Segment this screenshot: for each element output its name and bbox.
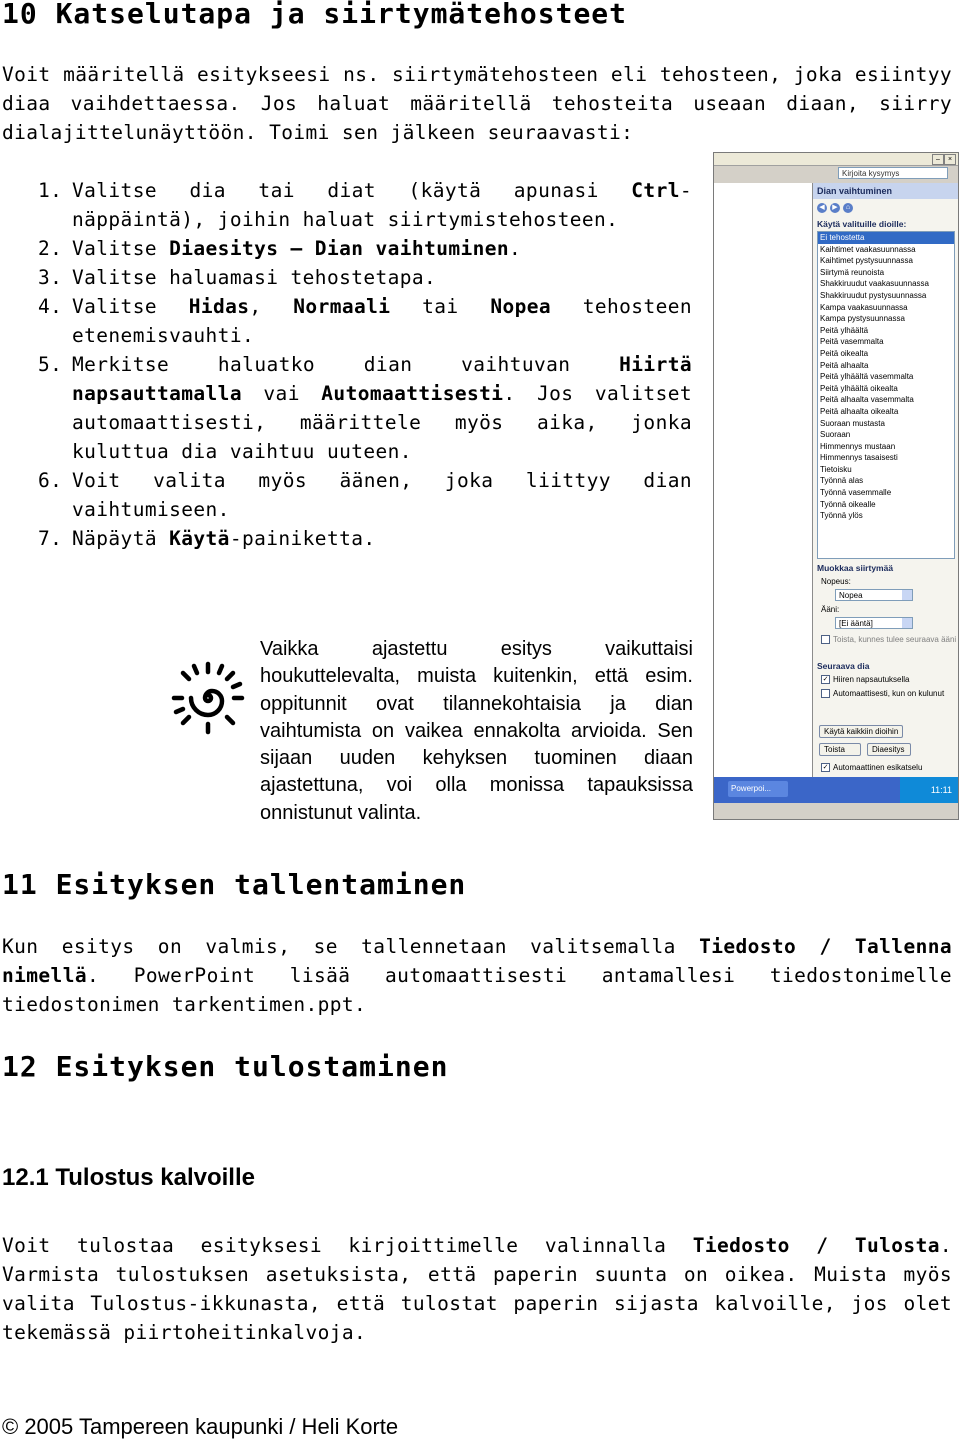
list-item[interactable]: Peitä ylhäältä vasemmalta	[820, 372, 914, 382]
apply-heading: Käytä valituille dioille:	[817, 219, 907, 229]
list-item[interactable]: Himmennys mustaan	[820, 441, 896, 451]
list-item[interactable]: Työnnä oikealle	[820, 499, 876, 509]
list-item[interactable]: Työnnä vasemmalle	[820, 488, 892, 498]
list-item[interactable]: Ei tehostetta	[818, 232, 954, 244]
sound-select[interactable]: [Ei ääntä]	[835, 617, 913, 629]
list-item[interactable]: Työnnä ylös	[820, 511, 863, 521]
list-item[interactable]: Suoraan	[820, 430, 851, 440]
effects-list[interactable]	[817, 231, 955, 559]
list-item[interactable]: Peitä alhaalta vasemmalta	[820, 395, 914, 405]
clock: 11:11	[900, 777, 958, 803]
sun-icon	[170, 660, 246, 736]
section-11-heading: 11 Esityksen tallentaminen	[2, 868, 467, 901]
section-11-text: Kun esitys on valmis, se tallennetaan valitsemalla Tiedosto / Tallenna nimellä. PowerPoint lisää automaattisesti antamallesi tiedostonimelle tiedostonimen tarkentimen.ppt.	[2, 935, 953, 1016]
pane-title: Dian vaihtuminen	[813, 183, 958, 199]
section-10-intro: Voit määritellä esitykseesi ns. siirtymätehosteen eli tehosteen, joka esiintyy diaa vaihdettaessa. Jos haluat määritellä tehosteita useaan diaan, siirry dialajittelunäyttöön. Toimi sen jälkeen seuraavasti:	[2, 63, 952, 144]
minimize-icon[interactable]: –	[932, 154, 944, 165]
list-item[interactable]: Kampa pystysuunnassa	[820, 314, 905, 324]
speed-label: Nopeus:	[821, 577, 851, 586]
list-item[interactable]: Shakkiruudut vaakasuunnassa	[820, 279, 929, 289]
step-6: 6. Voit valita myös äänen, joka liittyy dian vaihtumiseen.	[38, 469, 692, 521]
on-click-checkbox[interactable]: ✓ Hiiren napsautuksella	[822, 675, 910, 684]
taskbar	[714, 777, 958, 803]
list-item[interactable]: Kampa vaakasuunnassa	[820, 302, 908, 312]
list-item[interactable]: Peitä alhaalta	[820, 360, 869, 370]
automatic-checkbox[interactable]: Automaattisesti, kun on kulunut	[821, 689, 944, 698]
list-item[interactable]: Siirtymä reunoista	[820, 267, 885, 277]
step-4: 4. Valitse Hidas, Normaali tai Nopea tehosteen etenemisvauhti.	[38, 295, 693, 347]
advance-heading: Seuraava dia	[817, 661, 870, 671]
list-item[interactable]: Tietoisku	[820, 464, 852, 474]
back-icon[interactable]: ◀	[817, 203, 827, 213]
list-item[interactable]: Himmennys tasaisesti	[820, 453, 898, 463]
slideshow-button[interactable]: Diaesitys	[867, 743, 911, 756]
sound-label: Ääni:	[821, 605, 840, 614]
step-3: 3. Valitse haluamasi tehostetapa.	[38, 266, 437, 289]
step-1: 1. Valitse dia tai diat (käytä apunasi Ctrl-näppäintä), joihin haluat siirtymistehosteen.	[38, 179, 692, 231]
taskbar-item-powerpoint[interactable]: Powerpoi...	[728, 781, 788, 797]
slide-area	[714, 183, 813, 777]
window-titlebar	[714, 153, 958, 166]
home-icon[interactable]: ⌂	[843, 203, 853, 213]
steps-list	[0, 176, 692, 553]
powerpoint-screenshot	[713, 152, 959, 820]
step-5: 5. Merkitse haluatko dian vaihtuvan Hiirtä napsauttamalla vai Automaattisesti. Jos valitset automaattisesti, määrittele myös aika, jonka kuluttua dia vaihtuu uuteen.	[38, 353, 692, 463]
list-item[interactable]: Kaihtimet pystysuunnassa	[820, 256, 913, 266]
tip-callout: Vaikka ajastettu esitys vaikuttaisi houkuttelevalta, muista kuitenkin, että esim. oppitunnit ovat tilannekohtaisia ja dian vaihtumista on vaikea ennakolta arvioida. Sen sijaan uuden kehyksen tuominen diaan ajastettuna, voi olla monissa tapauksissa onnistunut valinta.	[260, 638, 693, 824]
loop-sound-checkbox[interactable]: Toista, kunnes tulee seuraava ääni	[821, 635, 956, 644]
footer-copyright: © 2005 Tampereen kaupunki / Heli Korte	[2, 1414, 399, 1439]
list-item[interactable]: Peitä oikealta	[820, 348, 869, 358]
list-item[interactable]: Peitä alhaalta oikealta	[820, 406, 899, 416]
section-10-heading: 10 Katselutapa ja siirtymätehosteet	[2, 0, 628, 30]
list-item[interactable]: Peitä ylhäältä	[820, 325, 869, 335]
forward-icon[interactable]: ▶	[830, 203, 840, 213]
slide-transition-pane	[813, 183, 958, 777]
speed-select[interactable]: Nopea	[835, 589, 913, 601]
help-search-input[interactable]: Kirjoita kysymys	[838, 167, 948, 179]
modify-heading: Muokkaa siirtymää	[817, 563, 894, 573]
list-item[interactable]: Peitä ylhäältä oikealta	[820, 383, 898, 393]
play-button[interactable]: Toista	[819, 743, 861, 756]
close-icon[interactable]: ×	[944, 154, 956, 165]
autopreview-checkbox[interactable]: ✓ Automaattinen esikatselu	[822, 763, 923, 772]
step-7: 7. Näpäytä Käytä-painiketta.	[38, 527, 376, 550]
pane-nav	[813, 201, 958, 215]
apply-all-button[interactable]: Käytä kaikkiin dioihin	[819, 725, 903, 738]
list-item[interactable]: Peitä vasemmalta	[820, 337, 884, 347]
list-item[interactable]: Shakkiruudut pystysuunnassa	[820, 290, 927, 300]
section-12-1-heading: 12.1 Tulostus kalvoille	[2, 1164, 255, 1191]
list-item[interactable]: Kaihtimet vaakasuunnassa	[820, 244, 916, 254]
section-12-1-text: Voit tulostaa esityksesi kirjoittimelle valinnalla Tiedosto / Tulosta. Varmista tulostuksen asetuksista, että paperin suunta on oikea. Muista myös valita Tulostus-ikkunasta, että tulostat paperin sijasta kalvoille, jos olet tekemässä piirtoheitinkalvoja.	[2, 1234, 952, 1344]
list-item[interactable]: Suoraan mustasta	[820, 418, 885, 428]
list-item[interactable]: Työnnä alas	[820, 476, 864, 486]
section-12-heading: 12 Esityksen tulostaminen	[2, 1050, 449, 1083]
step-2: 2. Valitse Diaesitys – Dian vaihtuminen.	[38, 237, 522, 260]
